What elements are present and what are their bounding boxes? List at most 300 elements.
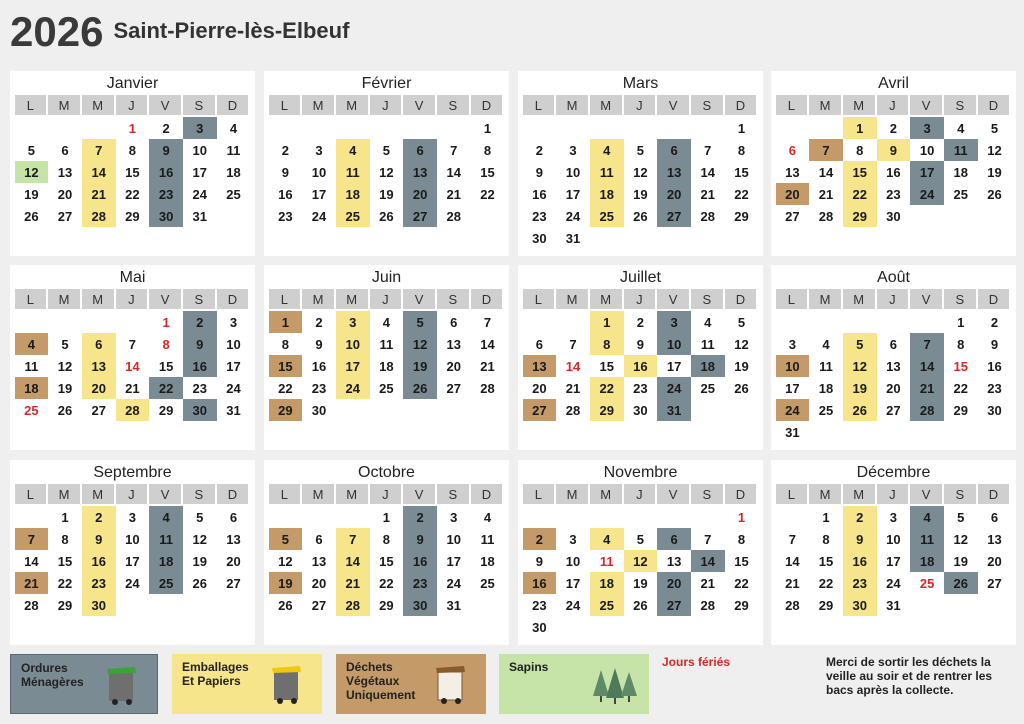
empty-cell	[776, 506, 810, 528]
day-cell: 1	[957, 314, 965, 330]
day-cell: 7	[704, 142, 712, 158]
day-cell: 27	[886, 402, 901, 418]
month-block	[10, 71, 255, 256]
day-cell: 29	[379, 597, 394, 613]
day-cell: 21	[336, 572, 370, 594]
day-cell: 6	[403, 139, 437, 161]
day-cell: 8	[822, 531, 830, 547]
day-cell: 21	[15, 572, 49, 594]
day-cell: 13	[311, 553, 327, 569]
empty-cell	[910, 311, 944, 333]
day-cell: 20	[657, 572, 691, 594]
weekday-header: D	[978, 289, 1012, 309]
jours-feries-label: Jours fériés	[662, 655, 731, 669]
day-cell: 26	[633, 208, 648, 224]
day-cell: 8	[128, 142, 137, 158]
day-cell: 12	[843, 355, 877, 377]
month-name: Juin	[371, 269, 402, 286]
day-cell: 5	[636, 531, 645, 547]
day-cell: 23	[633, 380, 648, 396]
day-cell: 23	[532, 597, 547, 613]
day-cell: 3	[788, 336, 796, 352]
month-grid	[776, 289, 1017, 443]
day-cell: 22	[149, 377, 183, 399]
empty-cell	[776, 117, 810, 139]
day-cell: 25	[953, 186, 969, 202]
day-cell: 20	[57, 186, 73, 202]
day-cell: 6	[657, 528, 691, 550]
weekday-header: D	[471, 289, 505, 309]
weekday-header: L	[776, 95, 810, 115]
day-cell: 7	[910, 333, 944, 355]
day-cell: 31	[565, 230, 581, 246]
day-cell: 5	[269, 528, 303, 550]
day-cell: 3	[315, 142, 323, 158]
day-cell: 26	[944, 572, 978, 594]
month-grid	[776, 95, 1017, 227]
weekday-header: J	[624, 289, 658, 309]
day-cell: 14	[446, 164, 462, 180]
weekday-header: M	[82, 289, 116, 309]
day-cell: 29	[843, 205, 877, 227]
empty-cell	[556, 311, 590, 333]
day-cell: 21	[700, 186, 716, 202]
day-cell: 7	[336, 528, 370, 550]
day-cell: 26	[403, 377, 437, 399]
day-cell: 2	[82, 506, 116, 528]
month-grid	[523, 484, 764, 638]
day-cell: 9	[183, 333, 217, 355]
day-cell: 24	[776, 399, 810, 421]
empty-cell	[877, 311, 911, 333]
day-cell: 6	[315, 531, 323, 547]
month-name: Février	[361, 75, 412, 92]
empty-cell	[657, 117, 691, 139]
day-cell: 1	[843, 117, 877, 139]
day-cell: 19	[57, 380, 73, 396]
empty-cell	[336, 506, 370, 528]
day-cell: 2	[523, 528, 557, 550]
day-cell: 12	[403, 333, 437, 355]
day-cell: 12	[278, 553, 293, 569]
day-cell: 2	[990, 314, 999, 330]
empty-cell	[657, 506, 691, 528]
weekday-header: J	[116, 484, 150, 504]
month-block	[518, 460, 763, 645]
month-name: Juillet	[620, 269, 661, 286]
empty-cell	[15, 506, 49, 528]
day-cell: 2	[315, 314, 323, 330]
month-name: Août	[877, 269, 910, 286]
day-cell: 25	[590, 594, 624, 616]
month-block	[518, 265, 763, 450]
weekday-header: V	[403, 95, 437, 115]
day-cell: 17	[226, 358, 241, 374]
day-cell: 10	[311, 164, 327, 180]
day-cell: 23	[843, 572, 877, 594]
day-cell: 13	[403, 161, 437, 183]
green-lid-bin-icon	[105, 663, 139, 707]
weekday-header: M	[590, 289, 624, 309]
fir-trees-icon	[591, 666, 639, 706]
empty-cell	[403, 117, 437, 139]
day-cell: 8	[61, 531, 69, 547]
empty-cell	[302, 506, 336, 528]
month-block	[264, 71, 509, 256]
month-block	[771, 71, 1016, 256]
day-cell: 10	[565, 553, 581, 569]
day-cell: 8	[856, 142, 864, 158]
month-name: Décembre	[856, 464, 931, 481]
weekday-header: M	[302, 484, 336, 504]
weekday-header: M	[809, 289, 843, 309]
month-block	[771, 265, 1016, 450]
weekday-header: V	[149, 484, 183, 504]
weekday-header: M	[336, 95, 370, 115]
day-cell: 18	[590, 183, 624, 205]
empty-cell	[269, 117, 303, 139]
month-name: Mars	[622, 75, 659, 92]
day-cell: 18	[336, 183, 370, 205]
empty-cell	[336, 117, 370, 139]
day-cell: 28	[116, 399, 150, 421]
empty-cell	[776, 311, 810, 333]
day-cell: 25	[336, 205, 370, 227]
day-cell: 11	[944, 139, 978, 161]
weekday-header: L	[15, 484, 49, 504]
weekday-header: D	[471, 95, 505, 115]
day-cell: 6	[889, 336, 898, 352]
weekday-header: M	[809, 484, 843, 504]
day-cell: 24	[226, 380, 241, 396]
day-cell: 10	[565, 164, 581, 180]
day-cell: 26	[843, 399, 877, 421]
day-cell: 16	[278, 186, 293, 202]
empty-cell	[48, 117, 82, 139]
day-cell: 7	[704, 531, 712, 547]
month-grid	[15, 95, 256, 227]
day-cell: 3	[336, 311, 370, 333]
day-cell: 3	[569, 531, 577, 547]
day-cell: 26	[57, 402, 73, 418]
day-cell: 25	[590, 205, 624, 227]
day-cell: 1	[128, 120, 137, 136]
day-cell: 3	[889, 509, 898, 525]
weekday-header: V	[657, 289, 691, 309]
day-cell: 28	[24, 597, 39, 613]
day-cell: 16	[843, 550, 877, 572]
legend-label: Ménagères	[21, 675, 84, 689]
weekday-header: D	[217, 289, 251, 309]
day-cell: 13	[446, 336, 462, 352]
day-cell: 8	[281, 336, 289, 352]
day-cell: 18	[480, 553, 495, 569]
legend-label: Ordures	[21, 661, 68, 675]
weekday-header: D	[217, 95, 251, 115]
day-cell: 24	[910, 183, 944, 205]
legend-label: Emballages	[182, 660, 249, 674]
day-cell: 23	[532, 208, 547, 224]
weekday-header: S	[691, 95, 725, 115]
day-cell: 5	[957, 509, 965, 525]
day-cell: 4	[822, 336, 830, 352]
empty-cell	[116, 311, 150, 333]
day-cell: 6	[229, 509, 238, 525]
weekday-header: S	[183, 289, 217, 309]
day-cell: 2	[535, 142, 543, 158]
day-cell: 19	[633, 186, 648, 202]
empty-cell	[523, 506, 557, 528]
day-cell: 19	[987, 164, 1002, 180]
weekday-header: V	[149, 95, 183, 115]
day-cell: 7	[809, 139, 843, 161]
weekday-header: M	[48, 484, 82, 504]
day-cell: 28	[480, 380, 495, 396]
day-cell: 28	[336, 594, 370, 616]
day-cell: 10	[192, 142, 208, 158]
day-cell: 29	[590, 399, 624, 421]
brown-bin-icon	[434, 662, 468, 706]
weekday-header: J	[116, 95, 150, 115]
day-cell: 27	[657, 594, 691, 616]
day-cell: 31	[446, 597, 462, 613]
weekday-header: V	[910, 289, 944, 309]
weekday-header: S	[944, 289, 978, 309]
day-cell: 3	[183, 117, 217, 139]
day-cell: 1	[382, 509, 391, 525]
day-cell: 4	[382, 314, 391, 330]
day-cell: 8	[162, 336, 170, 352]
day-cell: 24	[657, 377, 691, 399]
legend-label: Végétaux	[346, 674, 400, 688]
day-cell: 29	[734, 208, 749, 224]
day-cell: 21	[480, 358, 495, 374]
day-cell: 27	[91, 402, 106, 418]
weekday-header: S	[944, 95, 978, 115]
day-cell: 7	[82, 139, 116, 161]
weekday-header: D	[471, 484, 505, 504]
day-cell: 22	[480, 186, 495, 202]
day-cell: 20	[987, 553, 1002, 569]
day-cell: 17	[886, 553, 901, 569]
legend-label: Uniquement	[346, 688, 416, 702]
legend-label: Sapins	[509, 660, 549, 674]
weekday-header: L	[15, 95, 49, 115]
day-cell: 22	[843, 183, 877, 205]
month-name: Janvier	[106, 75, 159, 92]
day-cell: 22	[590, 377, 624, 399]
weekday-header: D	[725, 95, 759, 115]
day-cell: 27	[226, 575, 241, 591]
month-name: Octobre	[358, 464, 415, 481]
day-cell: 13	[57, 164, 73, 180]
day-cell: 10	[446, 531, 462, 547]
day-cell: 19	[403, 355, 437, 377]
day-cell: 21	[700, 575, 716, 591]
day-cell: 5	[403, 311, 437, 333]
day-cell: 1	[61, 509, 69, 525]
day-cell: 22	[379, 575, 394, 591]
day-cell: 14	[691, 550, 725, 572]
day-cell: 14	[785, 553, 800, 569]
day-cell: 21	[82, 183, 116, 205]
day-cell: 14	[480, 336, 495, 352]
day-cell: 13	[666, 553, 682, 569]
day-cell: 21	[125, 380, 140, 396]
day-cell: 5	[636, 142, 645, 158]
day-cell: 17	[666, 358, 682, 374]
day-cell: 12	[15, 161, 49, 183]
day-cell: 23	[149, 183, 183, 205]
day-cell: 9	[535, 164, 543, 180]
day-cell: 18	[818, 380, 834, 396]
day-cell: 18	[691, 355, 725, 377]
month-name: Mai	[119, 269, 146, 286]
weekday-header: J	[370, 95, 404, 115]
day-cell: 30	[532, 619, 547, 635]
day-cell: 11	[599, 553, 614, 569]
day-cell: 4	[590, 139, 624, 161]
day-cell: 5	[990, 120, 999, 136]
empty-cell	[691, 506, 725, 528]
day-cell: 23	[278, 208, 293, 224]
weekday-header: L	[523, 95, 557, 115]
legend-ordures-menageres	[10, 654, 158, 714]
legend-label: Déchets	[346, 660, 393, 674]
day-cell: 3	[657, 311, 691, 333]
day-cell: 25	[480, 575, 495, 591]
day-cell: 16	[311, 358, 327, 374]
day-cell: 8	[737, 142, 746, 158]
day-cell: 7	[450, 142, 458, 158]
day-cell: 19	[379, 186, 394, 202]
weekday-header: D	[978, 484, 1012, 504]
yellow-lid-bin-icon	[270, 662, 304, 706]
day-cell: 26	[278, 597, 293, 613]
day-cell: 28	[700, 208, 716, 224]
day-cell: 12	[953, 531, 969, 547]
weekday-header: M	[843, 95, 877, 115]
weekday-header: M	[590, 95, 624, 115]
day-cell: 21	[785, 575, 800, 591]
day-cell: 1	[822, 509, 830, 525]
empty-cell	[809, 311, 843, 333]
weekday-header: M	[302, 289, 336, 309]
day-cell: 8	[590, 333, 624, 355]
day-cell: 25	[919, 575, 935, 591]
day-cell: 16	[183, 355, 217, 377]
day-cell: 9	[535, 553, 543, 569]
day-cell: 15	[269, 355, 303, 377]
day-cell: 20	[532, 380, 547, 396]
day-cell: 14	[125, 358, 140, 374]
day-cell: 20	[82, 377, 116, 399]
empty-cell	[556, 117, 590, 139]
day-cell: 31	[785, 424, 800, 440]
day-cell: 24	[192, 186, 208, 202]
empty-cell	[809, 117, 843, 139]
day-cell: 14	[818, 164, 834, 180]
empty-cell	[590, 506, 624, 528]
day-cell: 1	[162, 314, 170, 330]
day-cell: 9	[877, 139, 911, 161]
empty-cell	[370, 117, 404, 139]
month-name: Septembre	[93, 464, 172, 481]
day-cell: 6	[61, 142, 69, 158]
weekday-header: D	[978, 95, 1012, 115]
day-cell: 18	[953, 164, 969, 180]
day-cell: 4	[149, 506, 183, 528]
day-cell: 14	[336, 550, 370, 572]
day-cell: 8	[957, 336, 965, 352]
day-cell: 24	[446, 575, 462, 591]
day-cell: 12	[633, 164, 648, 180]
day-cell: 21	[565, 380, 581, 396]
day-cell: 2	[889, 120, 898, 136]
weekday-header: J	[624, 95, 658, 115]
weekday-header: L	[776, 484, 810, 504]
day-cell: 14	[24, 553, 39, 569]
day-cell: 25	[700, 380, 716, 396]
day-cell: 28	[818, 208, 834, 224]
month-block	[10, 460, 255, 645]
day-cell: 25	[226, 186, 241, 202]
weekday-header: V	[657, 95, 691, 115]
day-cell: 15	[818, 553, 834, 569]
day-cell: 6	[82, 333, 116, 355]
day-cell: 30	[843, 594, 877, 616]
day-cell: 7	[15, 528, 49, 550]
day-cell: 21	[818, 186, 834, 202]
weekday-header: M	[302, 95, 336, 115]
day-cell: 3	[910, 117, 944, 139]
day-cell: 16	[523, 572, 557, 594]
weekday-header: L	[269, 289, 303, 309]
day-cell: 13	[657, 161, 691, 183]
day-cell: 25	[24, 402, 39, 418]
day-cell: 21	[910, 377, 944, 399]
day-cell: 2	[636, 314, 645, 330]
day-cell: 5	[196, 509, 204, 525]
day-cell: 11	[480, 531, 495, 547]
day-cell: 24	[886, 575, 901, 591]
month-block	[771, 460, 1016, 645]
day-cell: 25	[818, 402, 834, 418]
day-cell: 20	[657, 183, 691, 205]
day-cell: 9	[281, 164, 289, 180]
weekday-header: M	[48, 95, 82, 115]
day-cell: 17	[565, 575, 581, 591]
day-cell: 16	[624, 355, 658, 377]
day-cell: 24	[336, 377, 370, 399]
weekday-header: M	[82, 484, 116, 504]
day-cell: 1	[269, 311, 303, 333]
day-cell: 28	[700, 597, 716, 613]
weekday-header: M	[48, 289, 82, 309]
day-cell: 29	[953, 402, 969, 418]
day-cell: 3	[450, 509, 458, 525]
day-cell: 23	[403, 572, 437, 594]
day-cell: 30	[633, 402, 648, 418]
day-cell: 10	[919, 142, 935, 158]
weekday-header: J	[370, 484, 404, 504]
day-cell: 12	[379, 164, 394, 180]
day-cell: 30	[532, 230, 547, 246]
day-cell: 27	[403, 205, 437, 227]
day-cell: 12	[57, 358, 73, 374]
day-cell: 2	[843, 506, 877, 528]
weekday-header: M	[556, 289, 590, 309]
